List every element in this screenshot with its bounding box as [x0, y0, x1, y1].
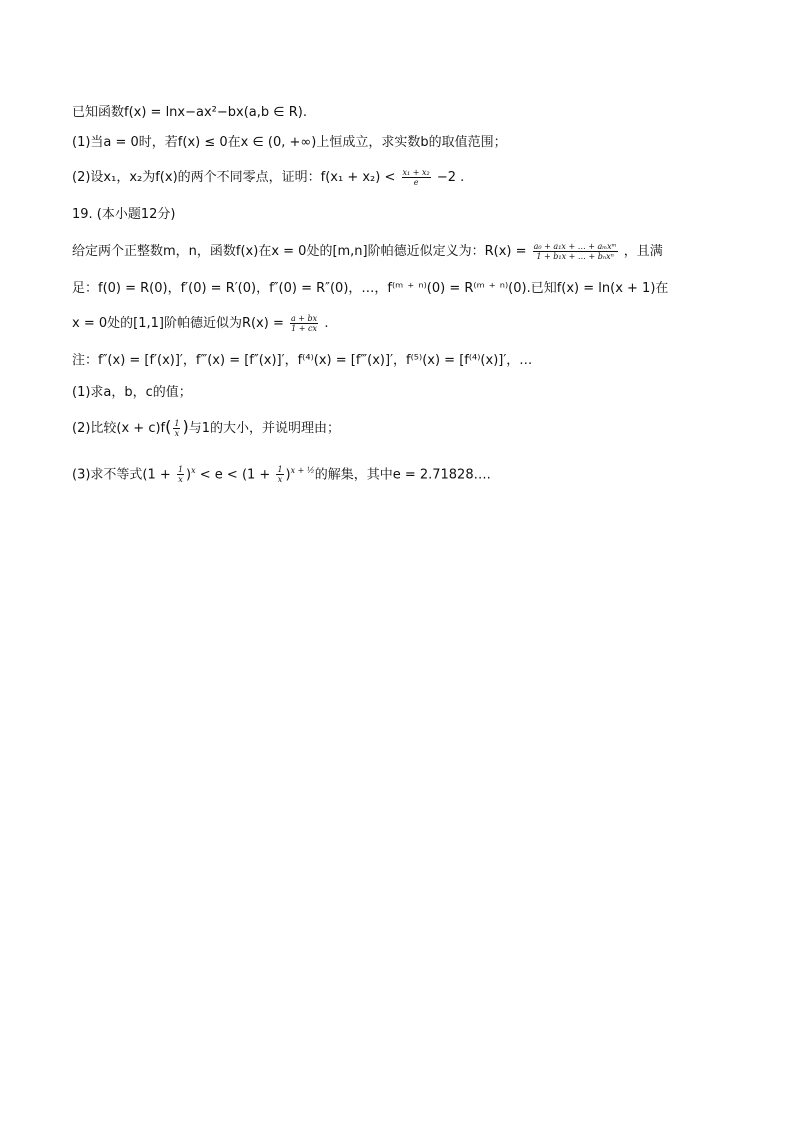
- fraction-denominator: x: [174, 429, 180, 438]
- problem19-part3-exponent-2: x + ½: [290, 466, 315, 475]
- problem19-part3-fraction-2: [276, 465, 283, 484]
- problem19-given-tail: .: [324, 316, 329, 331]
- problem19-definition-text: 给定两个正整数m，n，函数f(x)在x = 0处的[m,n]阶帕德近似定义为：R(x) =: [72, 244, 527, 259]
- problem19-definition-fraction: [533, 242, 618, 261]
- problem19-part2-pre: (2)比较(x + c)f: [72, 421, 166, 436]
- fraction-denominator: 1 + b₁x + … + bₙxⁿ: [536, 252, 614, 261]
- fraction-denominator: x: [277, 475, 283, 485]
- problem18-part2: [72, 168, 464, 187]
- problem19-header-text: 19. (本小题12分): [72, 207, 176, 222]
- problem19-part3-middle: < e < (1 +: [195, 467, 271, 483]
- problem19-part1: [72, 384, 192, 402]
- problem19-part2: (2)比较(x + c)f( $\frac{1}{x}$ )与1的大小，并说明理由；: [72, 417, 341, 438]
- problem19-note: [72, 352, 532, 370]
- fraction-numerator: 1: [277, 465, 283, 475]
- problem19-part3-exponent-1: x: [191, 466, 196, 475]
- fraction-numerator: 1: [177, 465, 184, 475]
- problem19-part3-paren-1: ): [186, 467, 192, 483]
- problem19-part2-fraction: [173, 419, 180, 438]
- problem18-part2-tail: −2 .: [436, 170, 465, 185]
- fraction-numerator: a + bx: [290, 314, 318, 323]
- problem19-conditions: [72, 280, 668, 298]
- fraction-denominator: x: [178, 475, 183, 485]
- problem18-intro: [72, 104, 307, 122]
- problem19-given: [72, 314, 328, 333]
- problem19-part2-post: 与1的大小，并说明理由；: [188, 421, 341, 436]
- problem19-part3-pre: (3)求不等式(1 +: [72, 467, 171, 483]
- problem19-part3-paren-2: ): [285, 467, 291, 483]
- problem18-part2-text: (2)设x₁，x₂为f(x)的两个不同零点，证明：f(x₁ + x₂) <: [72, 170, 396, 185]
- problem19-conditions-text: 足：f(0) = R(0)，f′(0) = R′(0)，f″(0) = R″(0)，…，f⁽ᵐ ⁺ ⁿ⁾(0) = R⁽ᵐ ⁺ ⁿ⁾(0).已知f(x) = ln(x + 1)在: [72, 281, 669, 296]
- fraction-denominator: e: [413, 178, 419, 187]
- problem19-given-fraction: [290, 314, 318, 333]
- fraction-numerator: a₀ + a₁x + … + aₘxᵐ: [533, 242, 617, 251]
- fraction-numerator: 1: [174, 419, 180, 428]
- problem19-part3-fraction-1: [177, 465, 184, 484]
- problem19-definition-tail: ，且满: [623, 244, 663, 259]
- problem19-part1-text: (1)求a，b，c的值；: [72, 385, 192, 400]
- problem18-part1-text: (1)当a = 0时，若f(x) ≤ 0在x ∈ (0, +∞)上恒成立，求实数b的取值范围；: [72, 135, 507, 150]
- problem19-given-text: x = 0处的[1,1]阶帕德近似为R(x) =: [72, 316, 284, 331]
- problem19-definition: [72, 242, 663, 261]
- problem19-part3-post: 的解集，其中e = 2.71828….: [314, 467, 491, 483]
- fraction-numerator: x₁ + x₂: [402, 168, 430, 177]
- problem19-part3: [72, 462, 491, 484]
- problem19-note-text: 注：f″(x) = [f′(x)]′，f‴(x) = [f″(x)]′，f⁽⁴⁾(x) = [f‴(x)]′，f⁽⁵⁾(x) = [f⁽⁴⁾(x)]′，…: [72, 353, 533, 368]
- problem18-part2-fraction: [402, 168, 431, 187]
- problem18-intro-text: 已知函数f(x) = lnx−ax²−bx(a,b ∈ R).: [72, 105, 307, 120]
- fraction-denominator: 1 + cx: [291, 324, 318, 333]
- problem19-header: [72, 206, 176, 224]
- problem18-part1: [72, 134, 507, 152]
